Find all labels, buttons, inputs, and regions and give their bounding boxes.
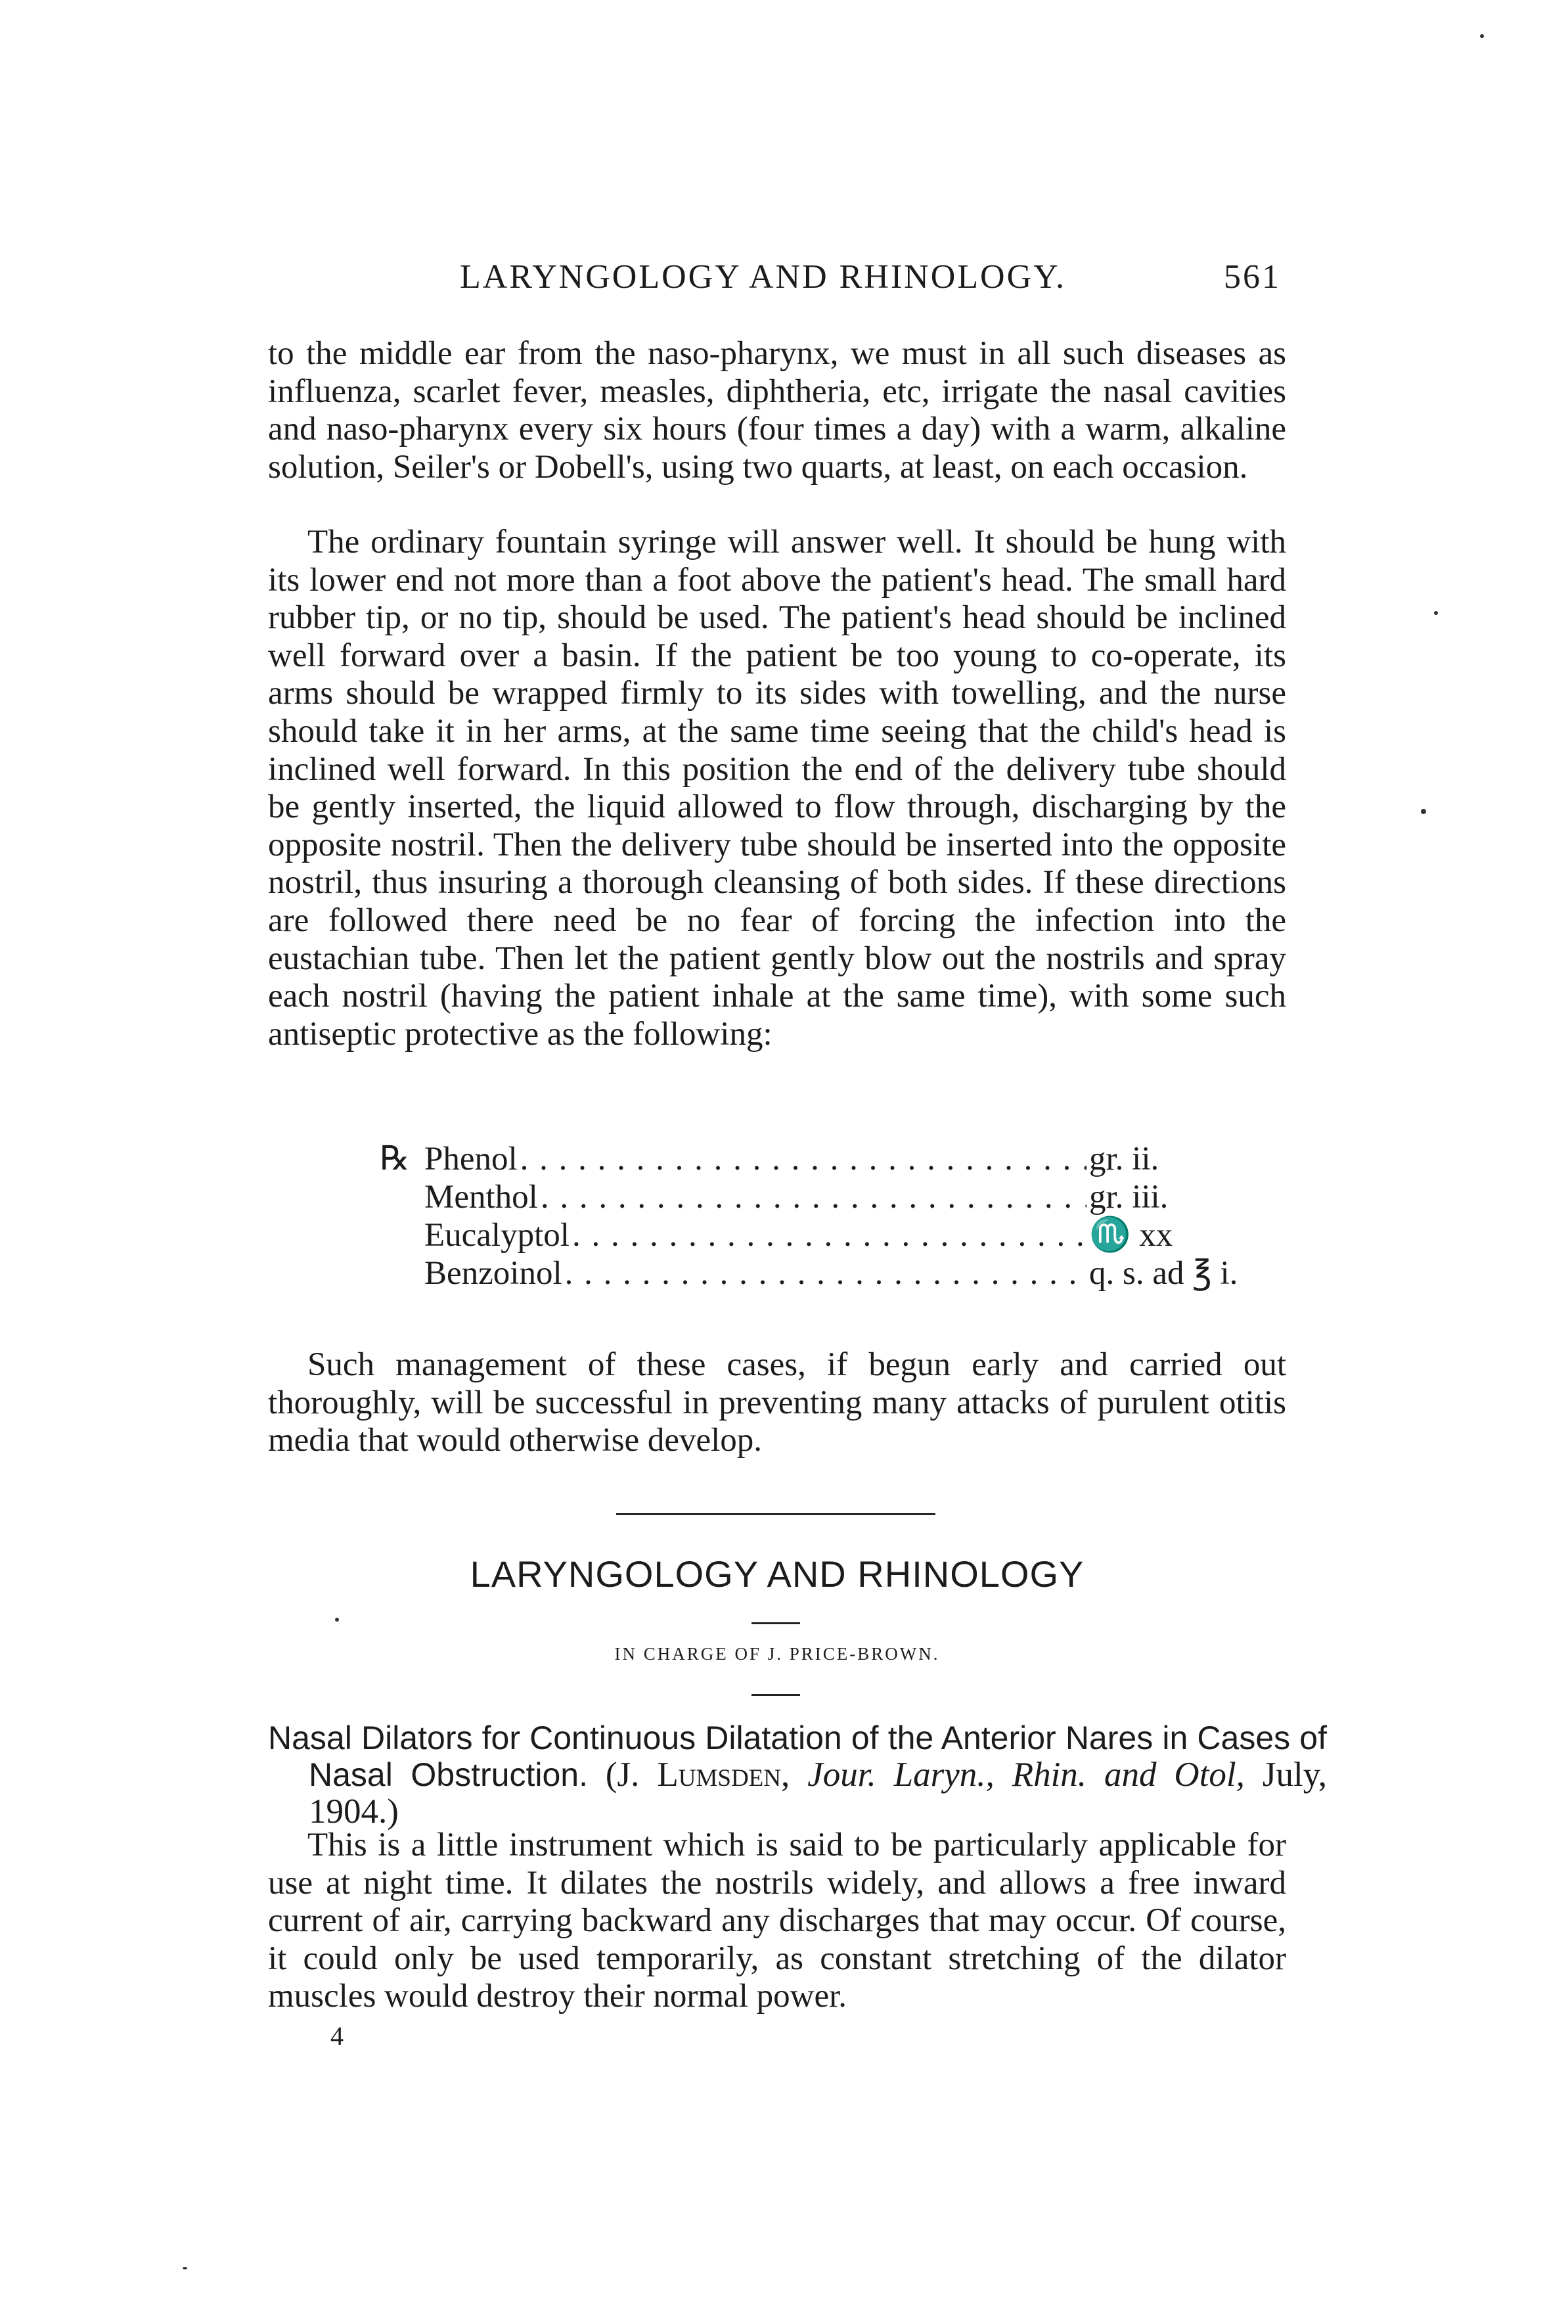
article-date: July, 1904.) [309,1756,1327,1831]
short-divider-rule [751,1694,800,1696]
scan-speck [1421,809,1426,814]
paragraph-text: This is a little instrument which is said to be particularly applicable for use at night time. It dilates the nostrils widely, and allows a free inward current of air, carrying backward any discharges that may occur. Of course, it could only be used temporarily, as constant stretching of the dilator muscles would destroy their normal power. [268,1827,1286,2015]
prescription-dose: ♏ xx [1089,1217,1173,1254]
paragraph-text: to the middle ear from the naso-pharynx, we must in all such diseases as influenza, scarlet fever, measles, diphtheria, etc, irrigate the nasal cavities and naso-pharynx every six hours (four times a day) with a warm, alkaline solution, Seiler's or Dobell's, using two quarts, at least, on each occasion. [268,335,1286,486]
section-divider-rule [616,1513,935,1515]
prescription-dose: gr. ii. [1089,1141,1159,1177]
paragraph-syringe-instructions [268,524,1286,1053]
article-journal: Jour. Laryn., Rhin. and Otol, [807,1756,1245,1794]
prescription-row [380,1254,1238,1292]
dot-leader [520,1140,1086,1178]
short-divider-rule [751,1622,800,1624]
prescription-row [380,1140,1214,1178]
running-head-title: LARYNGOLOGY AND RHINOLOGY. [460,258,1066,296]
dot-leader [541,1178,1086,1216]
prescription-ingredient: Eucalyptol [424,1217,570,1254]
prescription-ingredient: Phenol [424,1141,518,1177]
signature-mark: 4 [330,2021,344,2051]
section-title: LARYNGOLOGY AND RHINOLOGY [470,1553,1085,1595]
dot-leader [572,1216,1086,1254]
scan-speck [1434,611,1438,615]
scan-speck [335,1618,339,1622]
paragraph-text: Such management of these cases, if begun early and carried out thoroughly, will be successful in preventing many attacks of purulent otitis media that would otherwise develop. [268,1346,1286,1459]
dot-leader [565,1254,1086,1292]
prescription-row [380,1216,1214,1254]
prescription-row [380,1178,1214,1216]
paragraph-text: The ordinary fountain syringe will answer well. It should be hung with its lower end not more than a foot above the patient's head. The small hard rubber tip, or no tip, should be used. The patient's head should be inclined well forward over a basin. If the patient be too young to co-operate, its arms should be wrapped firmly to its sides with towelling, and the nurse should take it in her arms, at the same time seeing that the child's head is inclined well forward. In this position the end of the delivery tube should be gently inserted, the liquid allowed to flow through, discharging by the opposite nostril. Then the delivery tube should be inserted into the opposite nostril, thus insuring a thorough cleansing of both sides. If these directions are followed there need be no fear of forcing the infection into the eustachian tube. Then let the patient gently blow out the nostrils and spray each nostril (having the patient inhale at the same time), with some such antiseptic protective as the following: [268,524,1286,1053]
prescription-ingredient: Menthol [424,1179,538,1216]
prescription-ingredient: Benzoinol [424,1255,562,1292]
scan-speck [1480,34,1484,38]
scan-speck [183,2267,187,2269]
paragraph-management [268,1346,1286,1460]
prescription-list [380,1140,1238,1292]
article-heading [268,1720,1327,1830]
citation-open: (J. [605,1756,658,1794]
page-number: 561 [1224,258,1281,296]
section-byline: IN CHARGE OF J. PRICE-BROWN. [614,1644,940,1664]
paragraph-dilator [268,1827,1286,2016]
paragraph-continuation [268,335,1286,486]
prescription-dose: q. s. ad ℥ i. [1089,1255,1238,1292]
prescription-dose: gr. iii. [1089,1179,1169,1216]
citation-separator: , [781,1756,808,1794]
prescription-symbol: ℞ [380,1141,410,1177]
article-title: Nasal Dilators for Continuous Dilatation of the Anterior Nares in Cases of Nasal Obstruction. [268,1720,1327,1793]
article-author: Lumsden [657,1756,781,1794]
